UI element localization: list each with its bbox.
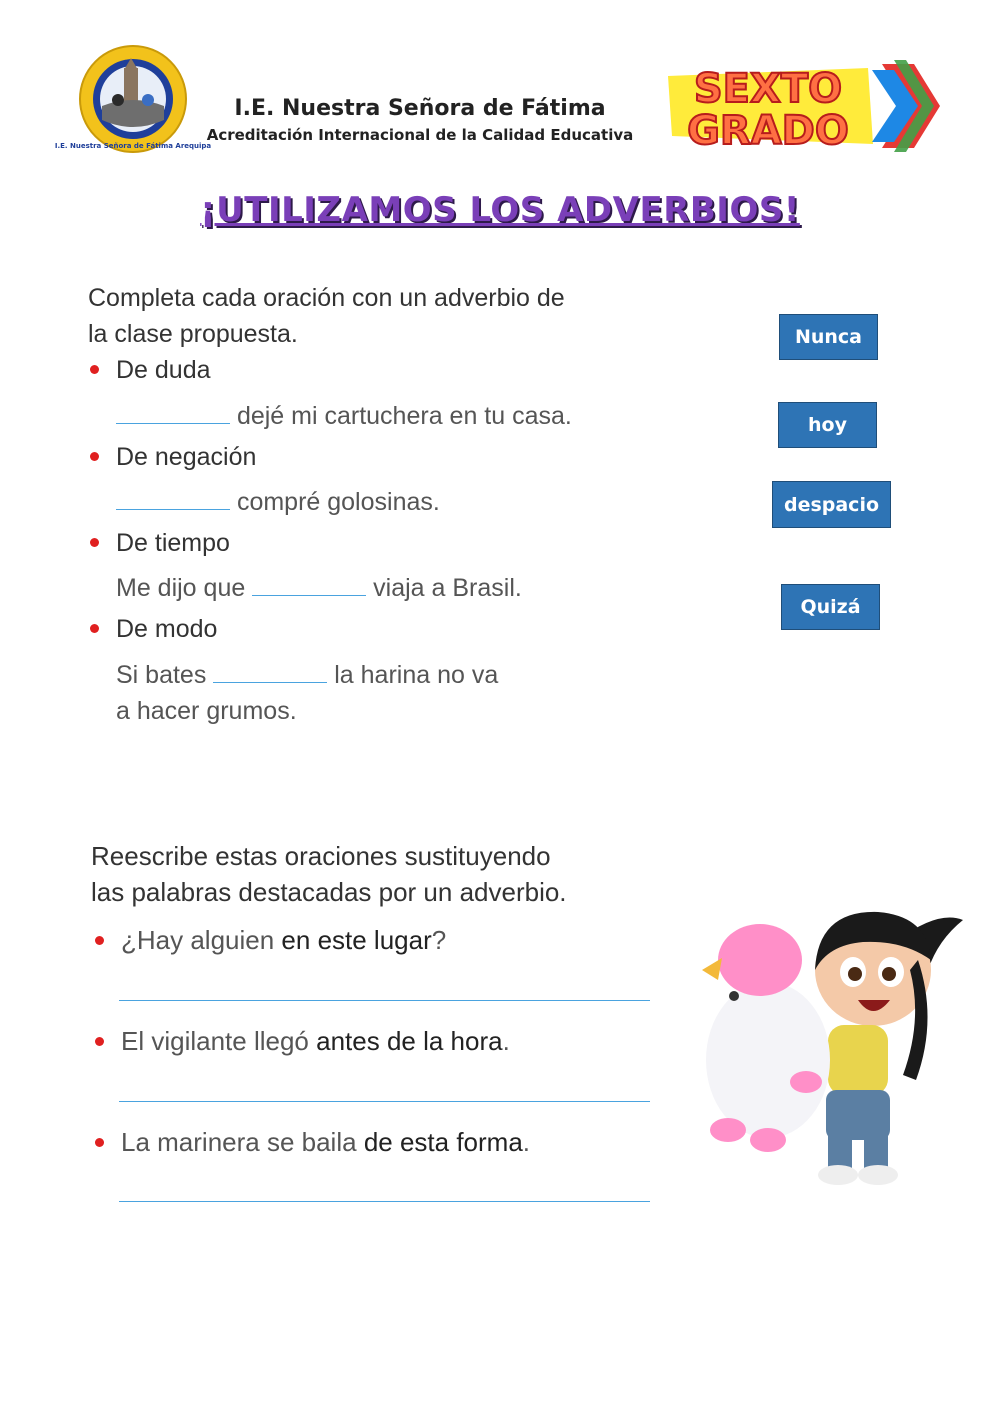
character-illustration — [688, 900, 973, 1190]
school-name: I.E. Nuestra Señora de Fátima — [234, 96, 606, 121]
sentence-2 — [116, 484, 440, 520]
bullet-icon — [90, 365, 99, 374]
sentence-3 — [116, 570, 522, 606]
rewrite-question-2 — [95, 1026, 510, 1057]
logo-text: I.E. Nuestra Señora de Fátima Arequipa — [54, 142, 212, 150]
exercise2-instruction — [91, 838, 567, 910]
rewrite-question-1 — [95, 925, 446, 956]
bullet-icon — [95, 1037, 104, 1046]
sentence-text: compré golosinas. — [230, 488, 440, 516]
question-text: ? — [431, 925, 447, 955]
category-label: De negación — [116, 443, 257, 471]
instruction-line: la clase propuesta. — [88, 320, 298, 348]
bullet-icon — [95, 936, 104, 945]
question-text: . — [522, 1127, 531, 1157]
answer-line-3[interactable] — [119, 1201, 650, 1202]
category-de-negacion — [90, 443, 256, 472]
word-quiza-button[interactable]: Quizá — [781, 584, 880, 630]
sentence-text: a hacer grumos. — [116, 697, 297, 725]
question-text: ¿Hay alguien — [121, 925, 282, 955]
instruction-line: Completa cada oración con un adverbio de — [88, 284, 565, 312]
word-nunca-button[interactable]: Nunca — [779, 314, 878, 360]
answer-blank[interactable] — [116, 405, 230, 424]
highlighted-phrase: en este lugar — [281, 925, 432, 955]
exercise1-instruction — [88, 280, 565, 352]
bullet-icon — [90, 452, 99, 461]
grade-banner — [668, 56, 948, 156]
question-text: El vigilante llegó — [121, 1026, 317, 1056]
category-de-duda — [90, 356, 211, 385]
category-label: De tiempo — [116, 529, 230, 557]
category-de-modo — [90, 615, 217, 644]
highlighted-phrase: antes de la hora — [316, 1026, 503, 1056]
page-title: ¡UTILIZAMOS LOS ADVERBIOS! — [200, 190, 800, 230]
answer-blank[interactable] — [252, 577, 366, 596]
category-de-tiempo — [90, 529, 230, 558]
question-text: . — [502, 1026, 510, 1056]
bullet-icon — [95, 1138, 104, 1147]
grade-line2: GRADO — [687, 108, 849, 154]
sentence-text: Si bates — [116, 661, 214, 689]
answer-line-2[interactable] — [119, 1101, 650, 1102]
category-label: De duda — [116, 356, 211, 384]
word-hoy-button[interactable]: hoy — [778, 402, 877, 448]
school-logo — [54, 44, 212, 154]
sentence-4 — [116, 657, 498, 729]
sentence-text: Me dijo que — [116, 574, 253, 602]
rewrite-question-3 — [95, 1127, 530, 1158]
answer-line-1[interactable] — [119, 1000, 650, 1001]
sentence-text: dejé mi cartuchera en tu casa. — [230, 402, 572, 430]
answer-blank[interactable] — [213, 664, 327, 683]
category-label: De modo — [116, 615, 218, 643]
sentence-text: la harina no va — [327, 661, 499, 689]
highlighted-phrase: de esta forma — [363, 1127, 523, 1157]
instruction-line: las palabras destacadas por un adverbio. — [91, 877, 567, 907]
school-subtitle: Acreditación Internacional de la Calidad Educativa — [206, 126, 634, 144]
word-despacio-button[interactable]: despacio — [772, 481, 891, 528]
grade-line1: SEXTO — [693, 66, 843, 112]
bullet-icon — [90, 624, 99, 633]
question-text: La marinera se baila — [121, 1127, 364, 1157]
sentence-1 — [116, 398, 572, 434]
bullet-icon — [90, 538, 99, 547]
answer-blank[interactable] — [116, 491, 230, 510]
sentence-text: viaja a Brasil. — [366, 574, 522, 602]
instruction-line: Reescribe estas oraciones sustituyendo — [91, 841, 551, 871]
